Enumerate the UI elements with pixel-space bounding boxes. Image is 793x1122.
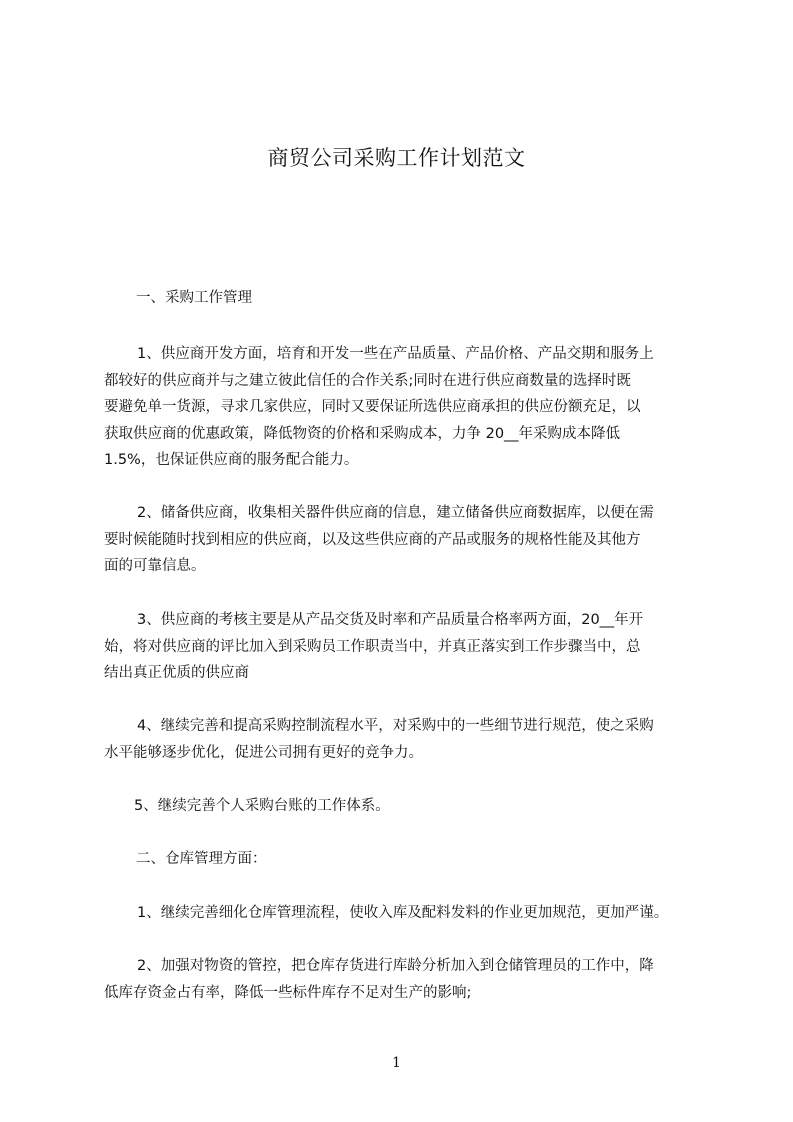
paragraph-line: 水平能够逐步优化，促进公司拥有更好的竞争力。	[104, 744, 423, 761]
paragraph-warehouse-process	[104, 900, 714, 927]
paragraph-line: 4、继续完善和提高采购控制流程水平，对采购中的一些细节进行规范，使之采购	[137, 718, 654, 734]
paragraph-line: 结出真正优质的供应商	[104, 665, 249, 681]
document-title: 商贸公司采购工作计划范文	[267, 146, 526, 170]
paragraph-line: 2、储备供应商，收集相关器件供应商的信息，建立储备供应商数据库，以便在需	[137, 505, 654, 521]
paragraph-line: 要时候能随时找到相应的供应商，以及这些供应商的产品或服务的规格性能及其他方	[104, 531, 641, 548]
paragraph-line: 面的可靠信息。	[104, 558, 206, 574]
paragraph-line: 1、继续完善细化仓库管理流程，使收入库及配料发料的作业更加规范，更加严谨。	[137, 905, 669, 921]
paragraph-line: 低库存资金占有率，降低一些标件库存不足对生产的影响;	[104, 984, 472, 1001]
paragraph-line: 始，将对供应商的评比加入到采购员工作职责当中，并真正落实到工作步骤当中，总	[104, 638, 641, 655]
heading-text: 一、采购工作管理	[136, 290, 252, 306]
section-heading-warehouse	[136, 846, 746, 873]
heading-text: 二、仓库管理方面：	[136, 851, 267, 867]
paragraph-line: 都较好的供应商并与之建立彼此信任的合作关系;同时在进行供应商数量的选择时既	[104, 372, 631, 389]
paragraph-inventory-control	[104, 953, 714, 1006]
paragraph-line: 获取供应商的优惠政策，降低物资的价格和采购成本，力争 20__年采购成本降低	[104, 425, 621, 442]
page-number: 1	[392, 1055, 401, 1071]
paragraph-reserve-suppliers	[104, 500, 714, 580]
paragraph-line: 1、供应商开发方面，培育和开发一些在产品质量、产品价格、产品交期和服务上	[137, 346, 654, 362]
paragraph-supplier-development	[104, 341, 714, 474]
paragraph-purchase-ledger	[104, 793, 714, 820]
paragraph-supplier-assessment	[104, 607, 714, 687]
paragraph-line: 3、供应商的考核主要是从产品交货及时率和产品质量合格率两方面，20__年开	[137, 612, 644, 628]
paragraph-line: 1.5%，也保证供应商的服务配合能力。	[104, 452, 359, 468]
section-heading-procurement	[136, 285, 746, 312]
paragraph-line: 要避免单一货源，寻求几家供应，同时又要保证所选供应商承担的供应份额充足，以	[104, 399, 641, 415]
paragraph-line: 2、加强对物资的管控，把仓库存货进行库龄分析加入到仓储管理员的工作中，降	[137, 958, 654, 974]
paragraph-process-control	[104, 713, 714, 766]
paragraph-line: 5、继续完善个人采购台账的工作体系。	[134, 798, 390, 814]
